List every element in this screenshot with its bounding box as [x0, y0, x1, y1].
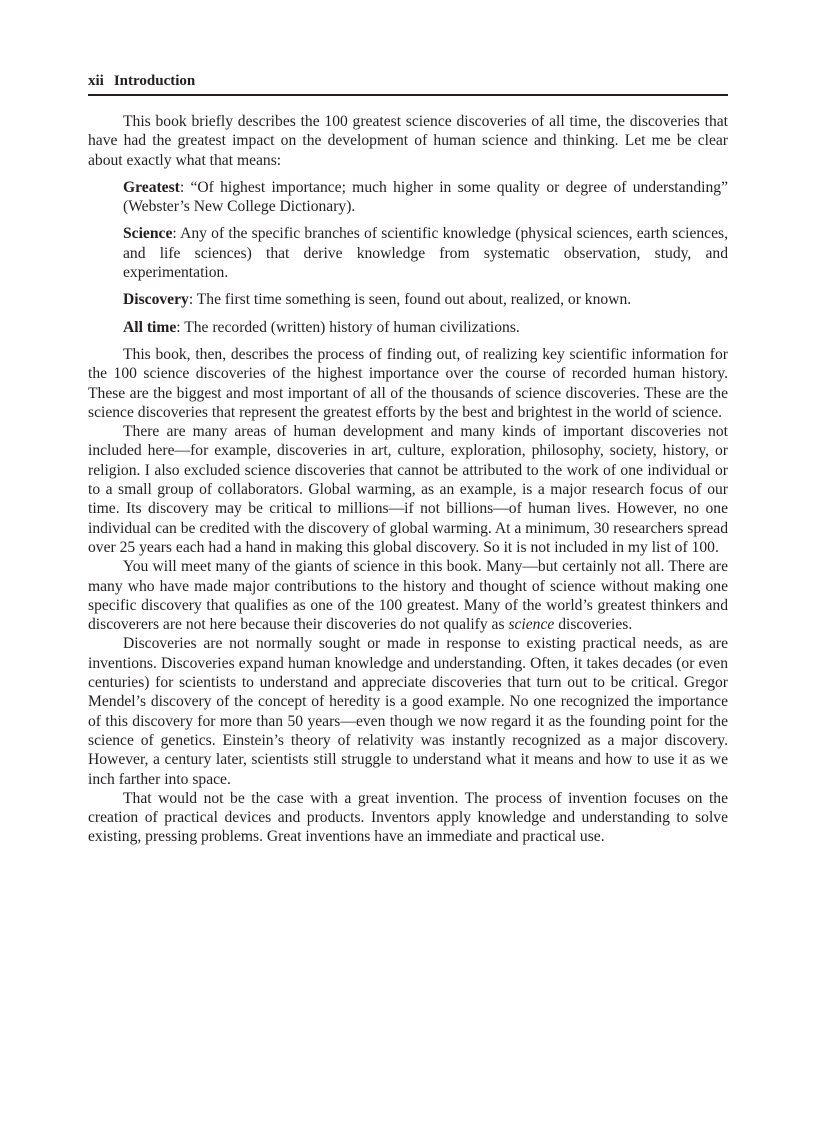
paragraph-great-invention: That would not be the case with a great invention. The process of invention focuses on the creation of practical devices and products. Inventors apply knowledge and understanding to solve existing, pressing problems. Great inventions have an immediate and practical use.	[88, 789, 728, 846]
definition-discovery	[123, 290, 728, 309]
paragraph-exclusions: There are many areas of human development and many kinds of important discoveries not included here—for example, discoveries in art, culture, exploration, philosophy, society, history, or religion. I also excluded science discoveries that cannot be attributed to the work of one individual or to a small group of collaborators. Global warming, as an example, is a major research focus of our time. Its discovery may be critical to millions—if not billions—of human lives. However, no one individual can be credited with the discovery of global warming. At a minimum, 30 researchers spread over 25 years each had a hand in making this global discovery. So it is not included in my list of 100.	[88, 423, 728, 556]
definition-text: : “Of highest importance; much higher in some quality or degree of understanding” (Webster’s New College Dictionary).	[123, 178, 728, 216]
definition-list	[123, 178, 728, 337]
definition-term: Science	[123, 225, 173, 243]
definition-term: All time	[123, 318, 177, 336]
paragraph-process: This book, then, describes the process of finding out, of realizing key scientific information for the 100 science discoveries of the highest importance over the course of recorded human history. These are the biggest and most important of all of the thousands of science discoveries. These are the science discoveries that represent the greatest efforts by the best and brightest in the world of science.	[88, 345, 728, 421]
definition-greatest	[123, 178, 728, 217]
definition-text: : The first time something is seen, found out about, realized, or known.	[188, 291, 632, 309]
page-number: xii	[88, 73, 104, 89]
definition-term: Greatest	[123, 178, 180, 196]
chapter-title: Introduction	[113, 73, 196, 89]
paragraph-text: You will meet many of the giants of science in this book. Many—but certainly not all. There are many who have made major contributions to the history and thought of science without making one specific discovery that qualifies as one of the 100 greatest. Many of the world’s greatest thinkers and discoverers are not here because their discoveries do not qualify as	[88, 558, 728, 634]
definition-term: Discovery	[123, 291, 189, 309]
definition-text: : Any of the specific branches of scientific knowledge (physical sciences, earth sciences, and life sciences) that derive knowledge from systematic observation, study, and experimentation.	[123, 225, 728, 282]
paragraph-text: discoveries.	[554, 616, 633, 634]
definition-science	[123, 224, 728, 282]
emphasis-science: science	[508, 616, 555, 634]
paragraph-discoveries-vs-inventions: Discoveries are not normally sought or made in response to existing practical needs, as are inventions. Discoveries expand human knowledge and understanding. Often, it takes decades (or even centuries) for scientists to understand and appreciate discoveries that turn out to be critical. Gregor Mendel’s discovery of the concept of heredity is a good example. No one recognized the importance of this discovery for more than 50 years—even though we now regard it as the founding point for the science of genetics. Einstein’s theory of relativity was instantly recognized as a major discovery. However, a century later, scientists still struggle to understand what it means and how to use it as we inch farther into space.	[88, 635, 728, 788]
paragraph-giants	[88, 557, 728, 634]
definition-text: : The recorded (written) history of human civilizations.	[176, 318, 520, 336]
book-page	[88, 70, 728, 847]
definition-all-time	[123, 318, 728, 337]
body-text	[88, 112, 728, 847]
running-head	[88, 70, 728, 96]
intro-paragraph: This book briefly describes the 100 greatest science discoveries of all time, the discoveries that have had the greatest impact on the development of human science and thinking. Let me be clear about exactly what that means:	[88, 113, 728, 169]
